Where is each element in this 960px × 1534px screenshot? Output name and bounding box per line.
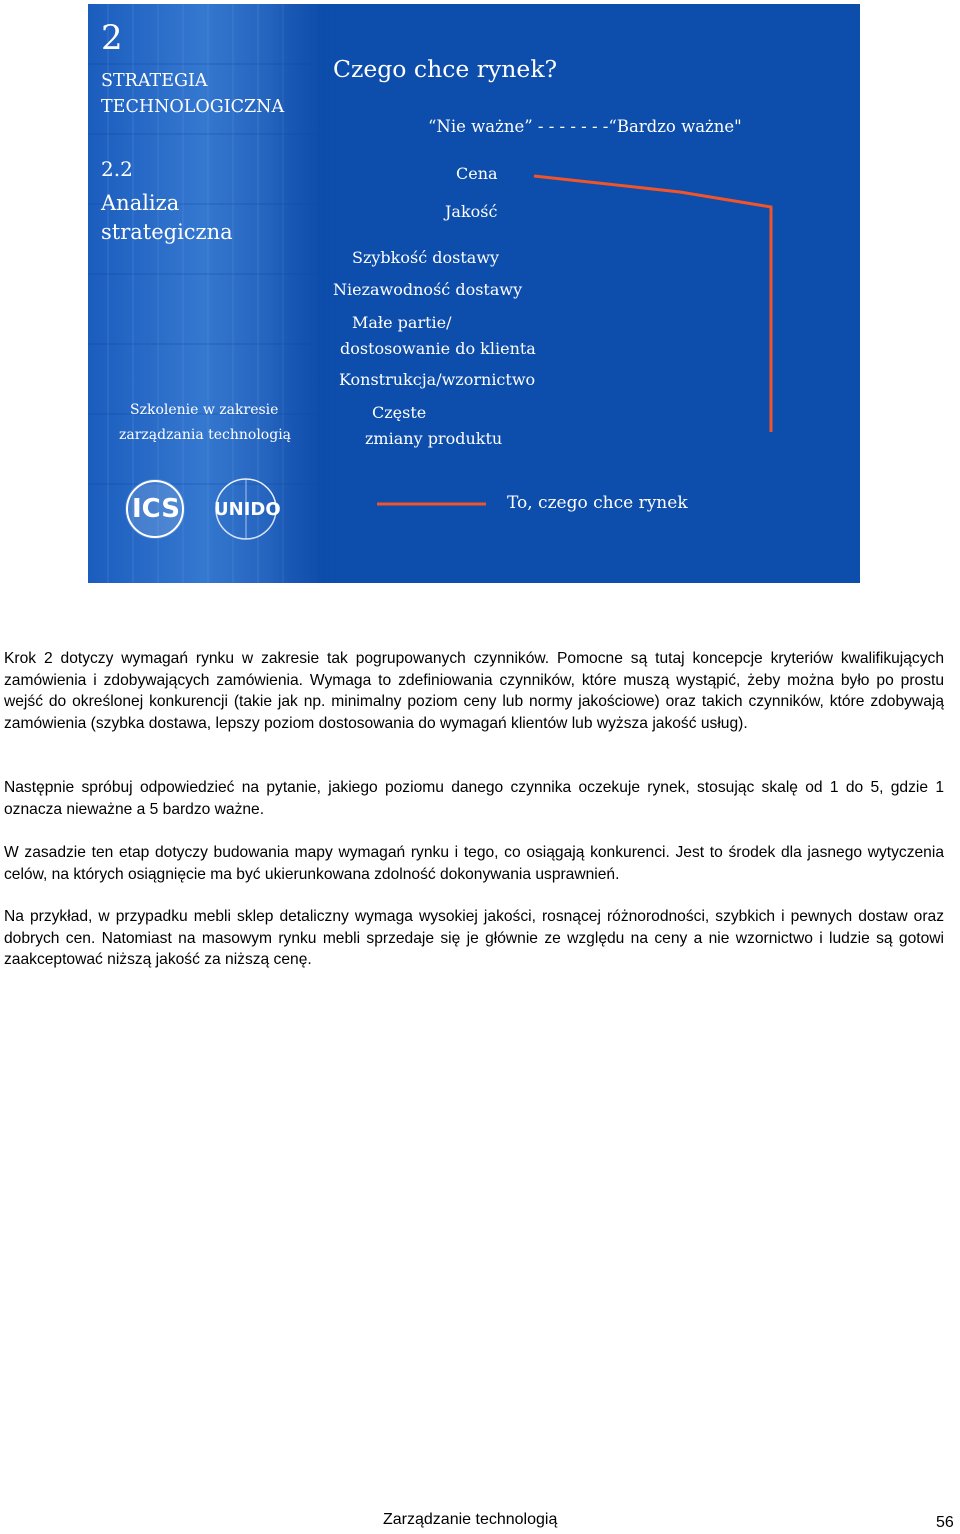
factor-label: Częste (372, 403, 427, 422)
presentation-slide (88, 4, 860, 583)
unido-logo-text: UNIDO (214, 499, 281, 520)
slide-subsection-title-line: Analiza (101, 191, 180, 215)
factor-label: Niezawodność dostawy (333, 280, 523, 299)
factor-label: zmiany produktu (365, 429, 503, 448)
page-number: 56 (936, 1514, 954, 1531)
ics-logo-text: ICS (132, 494, 180, 524)
slide-section-title (101, 68, 284, 120)
slide-title: Czego chce rynek? (333, 55, 558, 83)
paragraph: W zasadzie ten etap dotyczy budowania mapy wymagań rynku i tego, co osiągają konkurenci. Jest to środek dla jasnego wytyczenia celów, na których osiągnięcie ma być ukierunkowana zdolność dokonywania usprawnień. (4, 844, 944, 883)
importance-scale-label: “Nie ważne” - - - - - - -“Bardzo ważne" (428, 117, 742, 136)
factor-label: Szybkość dostawy (352, 248, 500, 267)
paragraph: Na przykład, w przypadku mebli sklep detaliczny wymaga wysokiej jakości, rosnącej różnorodności, szybkich i pewnych dostaw oraz dobrych cen. Natomiast na masowym rynku mebli sprzedaje się je głównie ze względu na ceny a nie wzornictwo i ludzie są gotowi zaakceptować niższą jakość za niższą cenę. (4, 908, 944, 968)
slide-section-title-line: STRATEGIA (101, 71, 208, 91)
factor-label: Jakość (445, 202, 498, 221)
paragraph: Następnie spróbuj odpowiedzieć na pytanie, jakiego poziomu danego czynnika oczekuje rynek, stosując skalę od 1 do 5, gdzie 1 oznacza nieważne a 5 bardzo ważne. (4, 779, 944, 818)
slide-course-line: zarządzania technologią (119, 427, 292, 443)
factor-label: Małe partie/ (352, 313, 452, 332)
slide-subsection-title (101, 189, 233, 247)
factor-label: Cena (456, 164, 498, 183)
paragraph: Krok 2 dotyczy wymagań rynku w zakresie tak pogrupowanych czynników. Pomocne są tutaj koncepcje kryteriów kwalifikujących zamówienia i zdobywających zamówienia. Wymaga to zdefiniowania czynników, które muszą wystąpić, żeby można było po prostu wejść do określonej konkurencji (takie jak np. minimalny poziom ceny lub normy jakościowe) oraz takich czynników, które zdobywają zamówienia (szybka dostawa, lepszy poziom dostosowania do wymagań klientów lub wyższa jakość usług). (4, 650, 944, 732)
slide-subsection-title-line: strategiczna (101, 220, 233, 244)
slide-course-line: Szkolenie w zakresie (130, 402, 279, 418)
slide-section-number: 2 (101, 18, 123, 58)
slide-subsection-number: 2.2 (101, 157, 133, 181)
factor-label: dostosowanie do klienta (340, 339, 536, 358)
legend-label: To, czego chce rynek (507, 493, 688, 513)
footer-title: Zarządzanie technologią (383, 1511, 558, 1528)
slide-section-title-line: TECHNOLOGICZNA (101, 97, 285, 117)
factor-label: Konstrukcja/wzornictwo (339, 370, 536, 389)
